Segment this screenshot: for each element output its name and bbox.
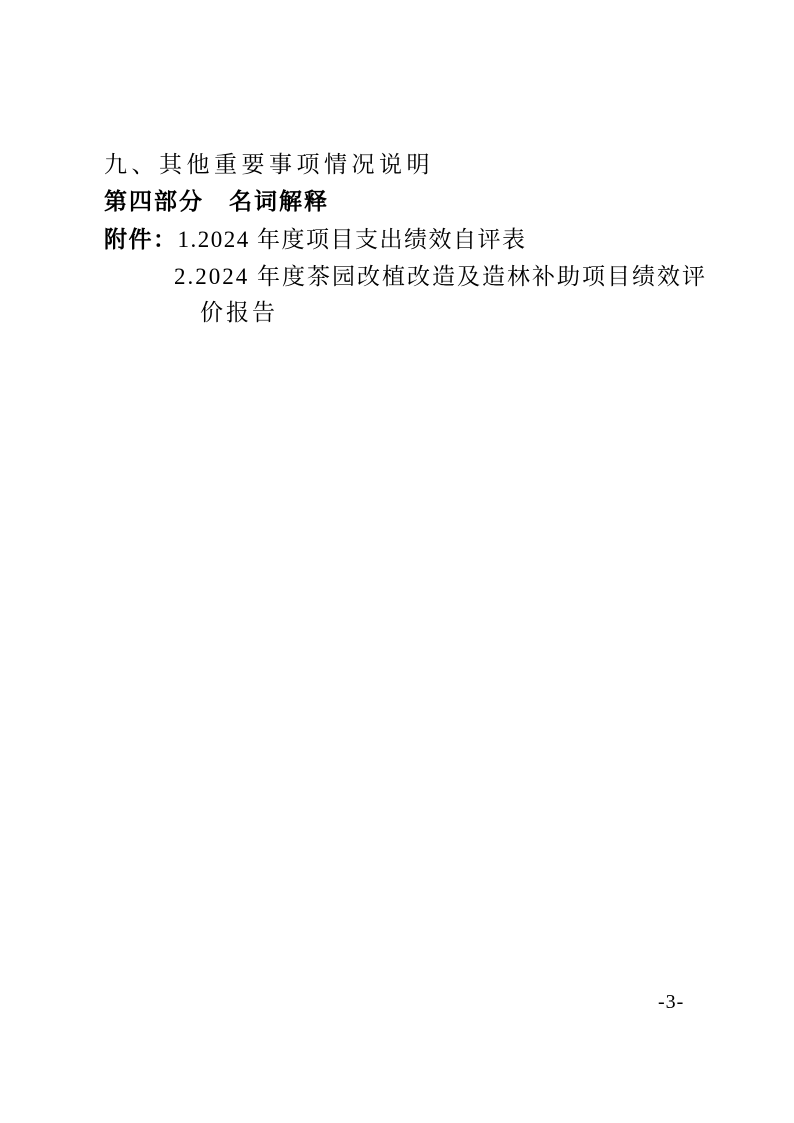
heading-other-important-matters: 九、其他重要事项情况说明 xyxy=(104,152,434,177)
attachment-item-2-line-1: 2.2024 年度茶园改植改造及造林补助项目绩效评 xyxy=(174,264,707,289)
page-number: -3- xyxy=(658,991,685,1013)
attachment-list-line xyxy=(104,228,527,251)
heading-part-four-glossary: 第四部分 名词解释 xyxy=(104,189,329,214)
attachment-label: 附件： xyxy=(104,227,178,252)
attachment-item-1: 1.2024 年度项目支出绩效自评表 xyxy=(177,227,527,252)
attachment-item-2-line-2: 价报告 xyxy=(200,300,278,325)
